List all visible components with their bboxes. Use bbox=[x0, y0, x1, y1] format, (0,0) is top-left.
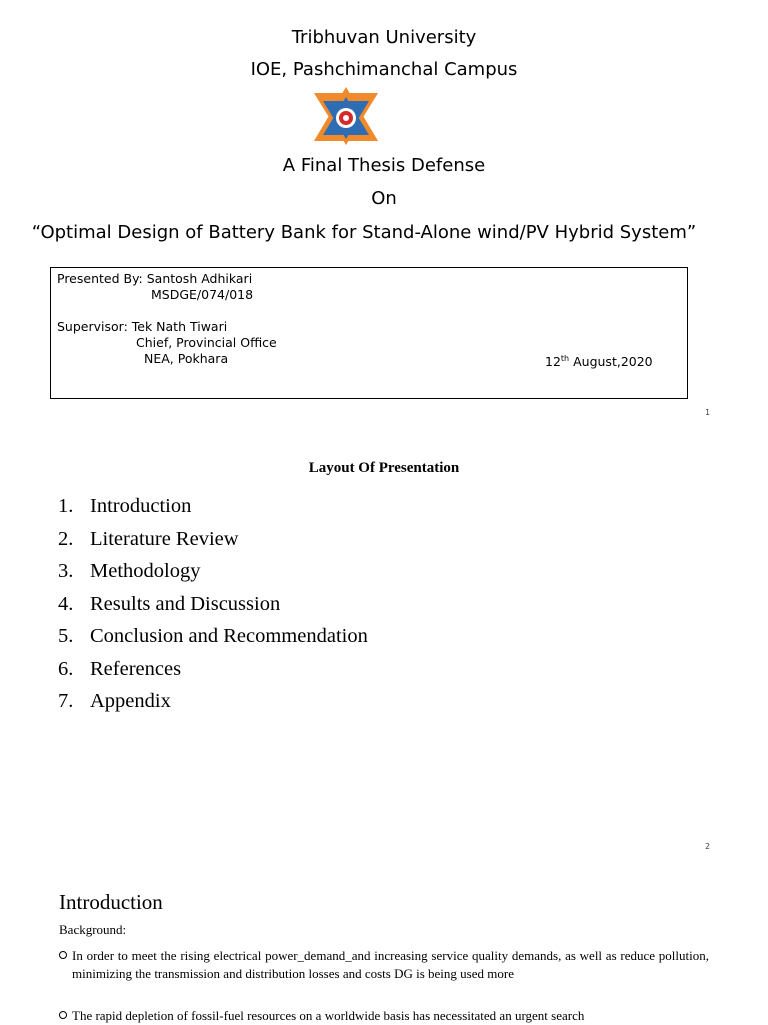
toc-item bbox=[58, 555, 368, 588]
background-label: Background: bbox=[59, 922, 127, 937]
toc-number: 4. bbox=[58, 592, 74, 615]
toc-label: References bbox=[90, 657, 182, 680]
toc-item bbox=[58, 620, 368, 653]
date-suffix: th bbox=[560, 354, 570, 363]
bullet-text: In order to meet the rising electrical power_demand_and increasing service quality demands, as well as reduce pollution, minimizing the transmission and distribution losses and costs DG is being used more bbox=[72, 948, 709, 981]
supervisor: Supervisor: Tek Nath Tiwari bbox=[57, 319, 228, 334]
layout-heading: Layout Of Presentation bbox=[308, 460, 460, 476]
toc-item bbox=[58, 490, 368, 523]
toc-label: Methodology bbox=[90, 560, 201, 582]
thesis-title: “Optimal Design of Battery Bank for Stand-Alone wind/PV Hybrid System” bbox=[31, 222, 697, 243]
bullet-item bbox=[59, 947, 709, 983]
presented-by: Presented By: Santosh Adhikari bbox=[57, 271, 253, 286]
page-number-2: 2 bbox=[705, 842, 711, 851]
toc-number: 3. bbox=[58, 560, 74, 582]
date-day: 12 bbox=[545, 354, 561, 370]
toc-label: Conclusion and Recommendation bbox=[90, 625, 368, 647]
supervisor-title: Chief, Provincial Office bbox=[136, 335, 277, 350]
toc-item bbox=[58, 685, 368, 718]
toc-number: 2. bbox=[58, 527, 74, 550]
defense-line: A Final Thesis Defense bbox=[282, 155, 486, 176]
toc-label: Results and Discussion bbox=[90, 592, 281, 615]
logo-center-dot bbox=[343, 115, 349, 121]
toc-label: Appendix bbox=[90, 690, 171, 712]
university-name: Tribhuvan University bbox=[291, 27, 477, 48]
toc-item bbox=[58, 523, 368, 556]
supervisor-org: NEA, Pokhara bbox=[144, 351, 229, 366]
toc-item bbox=[58, 653, 368, 686]
date-month-year: August,2020 bbox=[569, 354, 653, 370]
page-number-1: 1 bbox=[705, 408, 711, 417]
table-of-contents bbox=[58, 490, 368, 718]
circle-bullet-icon bbox=[59, 951, 67, 959]
toc-number: 5. bbox=[58, 625, 74, 647]
toc-number: 1. bbox=[58, 495, 74, 517]
university-logo bbox=[311, 85, 381, 145]
toc-label: Introduction bbox=[90, 495, 192, 517]
introduction-heading: Introduction bbox=[59, 890, 163, 914]
bullet-text: The rapid depletion of fossil-fuel resources on a worldwide basis has necessitated an urgent search bbox=[72, 1008, 585, 1023]
roll-number: MSDGE/074/018 bbox=[151, 287, 254, 302]
toc-number: 6. bbox=[58, 657, 74, 680]
bullet-item bbox=[59, 1007, 709, 1025]
toc-label: Literature Review bbox=[90, 527, 239, 550]
toc-item bbox=[58, 588, 368, 621]
circle-bullet-icon bbox=[59, 1011, 67, 1019]
campus-name: IOE, Pashchimanchal Campus bbox=[250, 59, 518, 80]
toc-number: 7. bbox=[58, 690, 74, 712]
on-line: On bbox=[371, 188, 397, 209]
presentation-date bbox=[545, 351, 653, 370]
star-logo-icon bbox=[311, 85, 381, 145]
